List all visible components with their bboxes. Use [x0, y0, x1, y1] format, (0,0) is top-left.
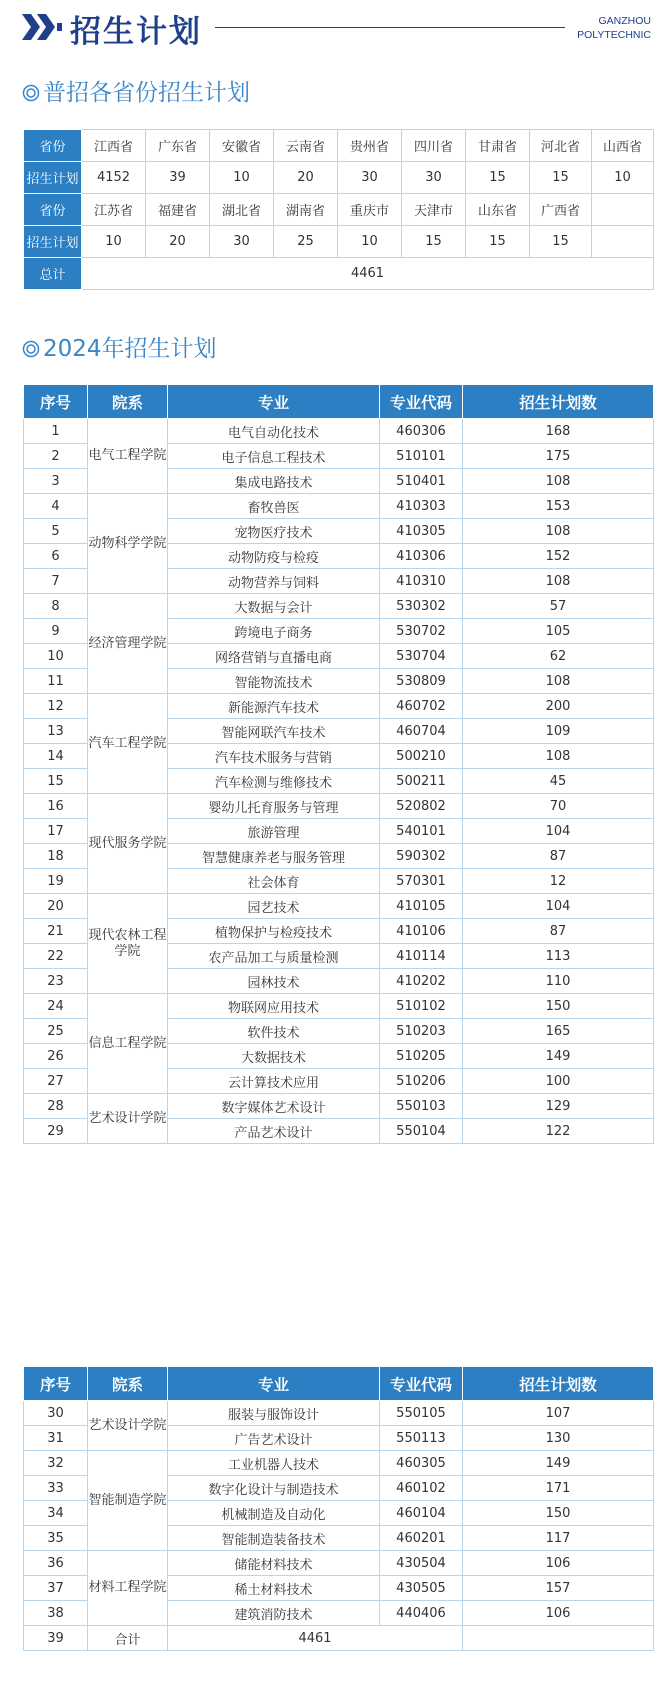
major-cell: 物联网应用技术	[168, 994, 380, 1019]
row-label: 省份	[24, 130, 82, 162]
plan-cell: 106	[463, 1551, 654, 1576]
major-cell: 数字媒体艺术设计	[168, 1094, 380, 1119]
row-number: 14	[24, 744, 88, 769]
column-header: 招生计划数	[463, 1367, 654, 1401]
row-number: 27	[24, 1069, 88, 1094]
plan-cell: 10	[592, 162, 654, 194]
plan-cell: 168	[463, 419, 654, 444]
column-header: 专业代码	[380, 385, 463, 419]
province-cell: 山西省	[592, 130, 654, 162]
row-number: 12	[24, 694, 88, 719]
total-value: 4461	[82, 258, 654, 290]
plan-cell: 15	[402, 226, 466, 258]
department-cell: 信息工程学院	[88, 994, 168, 1094]
code-cell: 540101	[380, 819, 463, 844]
plan-cell: 62	[463, 644, 654, 669]
plan-cell: 15	[466, 162, 530, 194]
department-cell: 智能制造学院	[88, 1451, 168, 1551]
code-cell: 440406	[380, 1601, 463, 1626]
plan-cell: 39	[146, 162, 210, 194]
code-cell: 410310	[380, 569, 463, 594]
row-number: 9	[24, 619, 88, 644]
row-number: 21	[24, 919, 88, 944]
department-cell: 艺术设计学院	[88, 1094, 168, 1144]
row-number: 18	[24, 844, 88, 869]
department-cell: 现代服务学院	[88, 794, 168, 894]
row-label: 省份	[24, 194, 82, 226]
program-plan-table-part1	[23, 384, 654, 1144]
plan-cell	[592, 226, 654, 258]
total-value: 4461	[168, 1626, 463, 1651]
code-cell: 530809	[380, 669, 463, 694]
plan-cell: 20	[274, 162, 338, 194]
total-label: 总计	[24, 258, 82, 290]
plan-cell: 87	[463, 844, 654, 869]
code-cell: 510203	[380, 1019, 463, 1044]
code-cell: 410202	[380, 969, 463, 994]
plan-cell: 104	[463, 819, 654, 844]
row-number: 28	[24, 1094, 88, 1119]
province-cell: 湖北省	[210, 194, 274, 226]
major-cell: 产品艺术设计	[168, 1119, 380, 1144]
province-row	[24, 226, 654, 258]
row-number: 31	[24, 1426, 88, 1451]
province-cell: 广东省	[146, 130, 210, 162]
major-cell: 服装与服饰设计	[168, 1401, 380, 1426]
row-number: 7	[24, 569, 88, 594]
plan-cell: 30	[402, 162, 466, 194]
plan-cell: 100	[463, 1069, 654, 1094]
row-number: 29	[24, 1119, 88, 1144]
code-cell: 530702	[380, 619, 463, 644]
major-cell: 畜牧兽医	[168, 494, 380, 519]
major-cell: 农产品加工与质量检测	[168, 944, 380, 969]
province-cell: 山东省	[466, 194, 530, 226]
code-cell: 550113	[380, 1426, 463, 1451]
plan-cell: 152	[463, 544, 654, 569]
department-cell: 现代农林工程学院	[88, 894, 168, 994]
row-number: 37	[24, 1576, 88, 1601]
plan-cell: 30	[338, 162, 402, 194]
row-number: 10	[24, 644, 88, 669]
code-cell: 590302	[380, 844, 463, 869]
total-empty	[463, 1626, 654, 1651]
plan-cell: 200	[463, 694, 654, 719]
major-cell: 社会体育	[168, 869, 380, 894]
department-cell: 材料工程学院	[88, 1551, 168, 1626]
major-cell: 智慧健康养老与服务管理	[168, 844, 380, 869]
code-cell: 550103	[380, 1094, 463, 1119]
major-cell: 集成电路技术	[168, 469, 380, 494]
plan-cell: 165	[463, 1019, 654, 1044]
plan-cell: 107	[463, 1401, 654, 1426]
major-cell: 储能材料技术	[168, 1551, 380, 1576]
section-title-plan-text: 2024年招生计划	[43, 336, 217, 362]
plan-cell: 20	[146, 226, 210, 258]
total-row	[24, 1626, 654, 1651]
plan-cell: 106	[463, 1601, 654, 1626]
column-header: 专业	[168, 1367, 380, 1401]
table-row	[24, 594, 654, 619]
circle-bullet-icon	[22, 340, 40, 358]
row-number: 22	[24, 944, 88, 969]
brand-name	[577, 14, 651, 42]
code-cell: 460104	[380, 1501, 463, 1526]
plan-cell: 15	[530, 226, 592, 258]
table-row	[24, 1551, 654, 1576]
department-cell: 汽车工程学院	[88, 694, 168, 794]
column-header: 院系	[88, 1367, 168, 1401]
table-row	[24, 794, 654, 819]
row-number: 26	[24, 1044, 88, 1069]
code-cell: 410303	[380, 494, 463, 519]
code-cell: 460305	[380, 1451, 463, 1476]
plan-cell: 108	[463, 469, 654, 494]
province-cell: 福建省	[146, 194, 210, 226]
code-cell: 460704	[380, 719, 463, 744]
plan-cell: 15	[530, 162, 592, 194]
row-number: 30	[24, 1401, 88, 1426]
plan-cell: 108	[463, 519, 654, 544]
code-cell: 430505	[380, 1576, 463, 1601]
column-header: 院系	[88, 385, 168, 419]
brand-line-1: GANZHOU	[598, 15, 651, 27]
table-row	[24, 1451, 654, 1476]
plan-cell: 108	[463, 744, 654, 769]
major-cell: 旅游管理	[168, 819, 380, 844]
plan-cell: 129	[463, 1094, 654, 1119]
row-number: 3	[24, 469, 88, 494]
brand-line-2: POLYTECHNIC	[577, 29, 651, 41]
row-number: 23	[24, 969, 88, 994]
major-cell: 云计算技术应用	[168, 1069, 380, 1094]
plan-cell: 104	[463, 894, 654, 919]
plan-cell: 153	[463, 494, 654, 519]
province-cell: 天津市	[402, 194, 466, 226]
province-cell: 河北省	[530, 130, 592, 162]
header-divider	[215, 27, 565, 28]
province-cell: 甘肃省	[466, 130, 530, 162]
row-number: 32	[24, 1451, 88, 1476]
row-number: 24	[24, 994, 88, 1019]
code-cell: 550105	[380, 1401, 463, 1426]
double-chevron-icon	[22, 12, 62, 42]
row-number: 13	[24, 719, 88, 744]
code-cell: 410114	[380, 944, 463, 969]
row-number: 1	[24, 419, 88, 444]
province-cell: 安徽省	[210, 130, 274, 162]
row-number: 2	[24, 444, 88, 469]
table-row	[24, 894, 654, 919]
row-number: 19	[24, 869, 88, 894]
plan-cell: 70	[463, 794, 654, 819]
major-cell: 跨境电子商务	[168, 619, 380, 644]
code-cell: 430504	[380, 1551, 463, 1576]
code-cell: 460306	[380, 419, 463, 444]
major-cell: 电气自动化技术	[168, 419, 380, 444]
plan-cell: 87	[463, 919, 654, 944]
code-cell: 510102	[380, 994, 463, 1019]
table-row	[24, 1094, 654, 1119]
province-total-row	[24, 258, 654, 290]
code-cell: 530704	[380, 644, 463, 669]
major-cell: 大数据与会计	[168, 594, 380, 619]
row-number: 16	[24, 794, 88, 819]
major-cell: 工业机器人技术	[168, 1451, 380, 1476]
plan-cell: 150	[463, 994, 654, 1019]
row-number: 38	[24, 1601, 88, 1626]
department-cell: 艺术设计学院	[88, 1401, 168, 1451]
row-number: 5	[24, 519, 88, 544]
plan-cell: 117	[463, 1526, 654, 1551]
plan-cell: 57	[463, 594, 654, 619]
province-cell: 四川省	[402, 130, 466, 162]
major-cell: 新能源汽车技术	[168, 694, 380, 719]
province-cell: 广西省	[530, 194, 592, 226]
major-cell: 智能网联汽车技术	[168, 719, 380, 744]
major-cell: 智能物流技术	[168, 669, 380, 694]
section-title-province-text: 普招各省份招生计划	[43, 80, 250, 106]
province-cell	[592, 194, 654, 226]
major-cell: 宠物医疗技术	[168, 519, 380, 544]
row-number: 20	[24, 894, 88, 919]
department-cell: 经济管理学院	[88, 594, 168, 694]
code-cell: 530302	[380, 594, 463, 619]
row-number: 35	[24, 1526, 88, 1551]
major-cell: 网络营销与直播电商	[168, 644, 380, 669]
plan-cell: 25	[274, 226, 338, 258]
code-cell: 550104	[380, 1119, 463, 1144]
code-cell: 510101	[380, 444, 463, 469]
major-cell: 数字化设计与制造技术	[168, 1476, 380, 1501]
row-label: 招生计划	[24, 226, 82, 258]
major-cell: 动物营养与饲料	[168, 569, 380, 594]
code-cell: 460102	[380, 1476, 463, 1501]
major-cell: 广告艺术设计	[168, 1426, 380, 1451]
major-cell: 汽车技术服务与营销	[168, 744, 380, 769]
code-cell: 460201	[380, 1526, 463, 1551]
department-cell: 电气工程学院	[88, 419, 168, 494]
plan-cell: 15	[466, 226, 530, 258]
table-row	[24, 694, 654, 719]
plan-cell: 45	[463, 769, 654, 794]
code-cell: 410105	[380, 894, 463, 919]
province-cell: 湖南省	[274, 194, 338, 226]
row-number: 33	[24, 1476, 88, 1501]
major-cell: 园林技术	[168, 969, 380, 994]
plan-cell: 157	[463, 1576, 654, 1601]
major-cell: 大数据技术	[168, 1044, 380, 1069]
province-row	[24, 130, 654, 162]
plan-cell: 4152	[82, 162, 146, 194]
code-cell: 410305	[380, 519, 463, 544]
major-cell: 汽车检测与维修技术	[168, 769, 380, 794]
plan-cell: 108	[463, 569, 654, 594]
major-cell: 婴幼儿托育服务与管理	[168, 794, 380, 819]
table-row	[24, 494, 654, 519]
code-cell: 510206	[380, 1069, 463, 1094]
row-number: 36	[24, 1551, 88, 1576]
province-cell: 江苏省	[82, 194, 146, 226]
major-cell: 软件技术	[168, 1019, 380, 1044]
major-cell: 电子信息工程技术	[168, 444, 380, 469]
code-cell: 500211	[380, 769, 463, 794]
plan-cell: 171	[463, 1476, 654, 1501]
major-cell: 园艺技术	[168, 894, 380, 919]
column-header: 序号	[24, 1367, 88, 1401]
plan-cell: 122	[463, 1119, 654, 1144]
column-header: 序号	[24, 385, 88, 419]
code-cell: 570301	[380, 869, 463, 894]
code-cell: 460702	[380, 694, 463, 719]
plan-cell: 10	[210, 162, 274, 194]
section-title-plan	[22, 330, 217, 363]
column-header: 专业代码	[380, 1367, 463, 1401]
circle-bullet-icon	[22, 84, 40, 102]
column-header: 专业	[168, 385, 380, 419]
plan-cell: 108	[463, 669, 654, 694]
plan-cell: 149	[463, 1044, 654, 1069]
major-cell: 植物保护与检疫技术	[168, 919, 380, 944]
total-label: 合计	[88, 1626, 168, 1651]
plan-cell: 105	[463, 619, 654, 644]
code-cell: 510205	[380, 1044, 463, 1069]
code-cell: 410106	[380, 919, 463, 944]
plan-cell: 175	[463, 444, 654, 469]
row-number: 39	[24, 1626, 88, 1651]
table-row	[24, 1401, 654, 1426]
province-row	[24, 162, 654, 194]
row-label: 招生计划	[24, 162, 82, 194]
major-cell: 稀土材料技术	[168, 1576, 380, 1601]
column-header: 招生计划数	[463, 385, 654, 419]
page-title: 招生计划	[70, 14, 202, 50]
code-cell: 500210	[380, 744, 463, 769]
province-cell: 云南省	[274, 130, 338, 162]
table-row	[24, 994, 654, 1019]
plan-cell: 109	[463, 719, 654, 744]
row-number: 34	[24, 1501, 88, 1526]
plan-cell: 110	[463, 969, 654, 994]
table-row	[24, 419, 654, 444]
row-number: 17	[24, 819, 88, 844]
row-number: 6	[24, 544, 88, 569]
plan-cell: 150	[463, 1501, 654, 1526]
plan-cell: 130	[463, 1426, 654, 1451]
plan-cell: 30	[210, 226, 274, 258]
department-cell: 动物科学学院	[88, 494, 168, 594]
province-cell: 江西省	[82, 130, 146, 162]
major-cell: 动物防疫与检疫	[168, 544, 380, 569]
major-cell: 机械制造及自动化	[168, 1501, 380, 1526]
plan-cell: 10	[82, 226, 146, 258]
plan-cell: 149	[463, 1451, 654, 1476]
code-cell: 510401	[380, 469, 463, 494]
plan-cell: 12	[463, 869, 654, 894]
major-cell: 智能制造装备技术	[168, 1526, 380, 1551]
table-header-row	[24, 385, 654, 419]
row-number: 8	[24, 594, 88, 619]
row-number: 11	[24, 669, 88, 694]
row-number: 15	[24, 769, 88, 794]
major-cell: 建筑消防技术	[168, 1601, 380, 1626]
row-number: 4	[24, 494, 88, 519]
province-row	[24, 194, 654, 226]
plan-cell: 10	[338, 226, 402, 258]
page-header	[0, 0, 669, 60]
table-header-row	[24, 1367, 654, 1401]
province-cell: 重庆市	[338, 194, 402, 226]
province-cell: 贵州省	[338, 130, 402, 162]
code-cell: 520802	[380, 794, 463, 819]
province-plan-table	[23, 129, 654, 290]
section-title-province	[22, 74, 250, 107]
code-cell: 410306	[380, 544, 463, 569]
program-plan-table-part2	[23, 1366, 654, 1651]
row-number: 25	[24, 1019, 88, 1044]
plan-cell: 113	[463, 944, 654, 969]
